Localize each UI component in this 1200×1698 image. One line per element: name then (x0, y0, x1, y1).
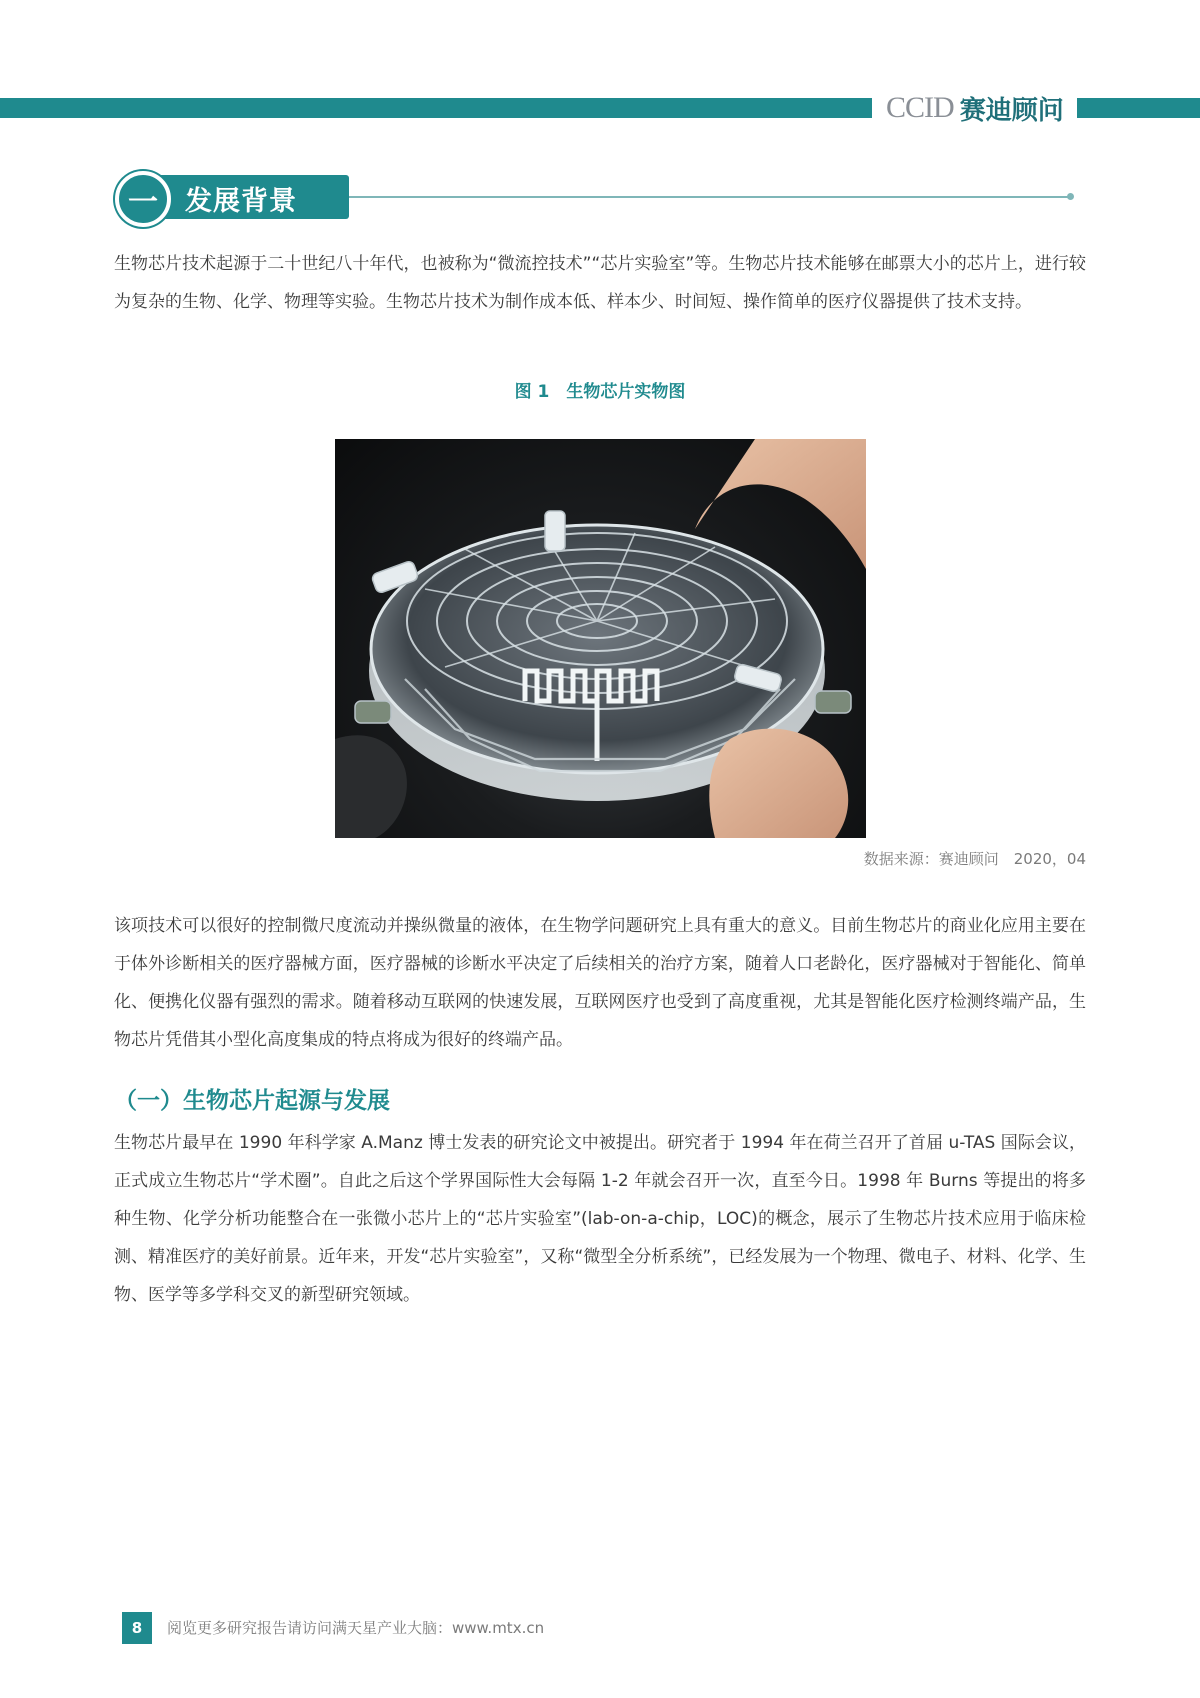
logo-cn: 赛迪顾问 (959, 95, 1064, 126)
biochip-photo (335, 439, 866, 838)
section-rule-dot (1067, 193, 1074, 200)
header-band-right (1077, 98, 1200, 118)
page-number: 8 (122, 1612, 152, 1644)
footer-link-text[interactable]: 阅览更多研究报告请访问满天星产业大脑：www.mtx.cn (167, 1619, 545, 1637)
paragraph-history: 生物芯片最早在 1990 年科学家 A.Manz 博士发表的研究论文中被提出。研究者于 1994 年在荷兰召开了首届 u-TAS 国际会议，正式成立生物芯片“学术圈”。自此之后这个学界国际性大会每隔 1-2 年就会召开一次，直至今日。1998 年 Burns 等提出的将多种生物、化学分析功能整合在一张微小芯片上的“芯片实验室”(lab-on-a-chip，LOC)的概念，展示了生物芯片技术应用于临床检测、精准医疗的美好前景。近年来，开发“芯片实验室”，又称“微型全分析系统”，已经发展为一个物理、微电子、材料、化学、生物、医学等多学科交叉的新型研究领域。 (114, 1133, 1086, 1305)
section-heading (115, 173, 1085, 223)
logo-en: CCID (886, 91, 954, 124)
figure-source: 数据来源：赛迪顾问 2020，04 (863, 850, 1086, 868)
header-band-left (0, 98, 872, 118)
section-title: 发展背景 (185, 186, 297, 217)
paragraph-applications: 该项技术可以很好的控制微尺度流动并操纵微量的液体，在生物学问题研究上具有重大的意义。目前生物芯片的商业化应用主要在于体外诊断相关的医疗器械方面，医疗器械的诊断水平决定了后续相关的治疗方案，随着人口老龄化，医疗器械对于智能化、简单化、便携化仪器有强烈的需求。随着移动互联网的快速发展，互联网医疗也受到了高度重视，尤其是智能化医疗检测终端产品，生物芯片凭借其小型化高度集成的特点将成为很好的终端产品。 (114, 916, 1086, 1050)
section-number-badge: 一 (115, 171, 171, 227)
ccid-logo (886, 90, 1064, 126)
section-rule (349, 196, 1069, 198)
subsection-title: （一）生物芯片起源与发展 (114, 1088, 390, 1114)
paragraph-intro: 生物芯片技术起源于二十世纪八十年代，也被称为“微流控技术”“芯片实验室”等。生物芯片技术能够在邮票大小的芯片上，进行较为复杂的生物、化学、物理等实验。生物芯片技术为制作成本低、样本少、时间短、操作简单的医疗仪器提供了技术支持。 (114, 254, 1086, 312)
figure-caption: 图 1 生物芯片实物图 (514, 382, 686, 402)
biochip-illustration (335, 439, 866, 838)
